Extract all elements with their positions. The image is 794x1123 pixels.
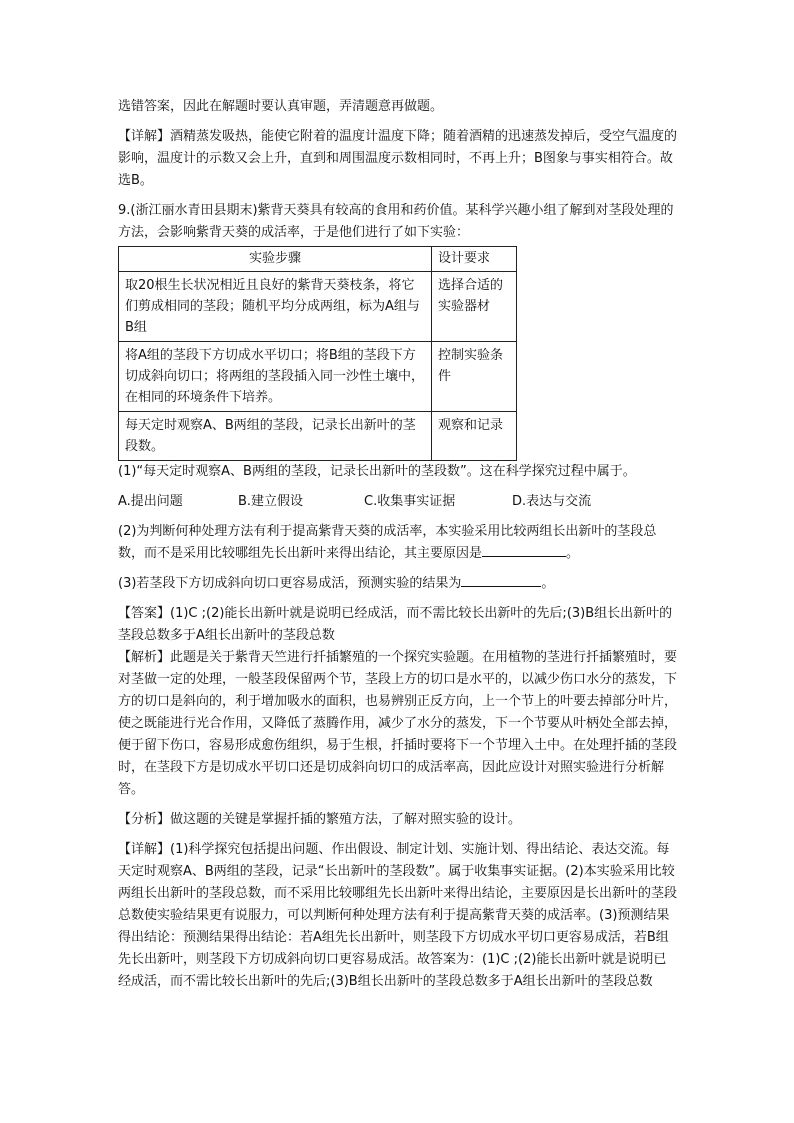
- question-stem: 9.(浙江丽水青田县期末)紫背天葵具有较高的食用和药价值。某科学兴趣小组了解到对茎段处理的方法，会影响紫背天葵的成活率，于是他们进行了如下实验：: [118, 203, 674, 240]
- sub-question-3-text: (3)若茎段下方切成斜向切口更容易成活，预测实验的结果为: [118, 576, 462, 591]
- fenxi-block: [118, 809, 678, 831]
- answer-block: [118, 603, 678, 647]
- fenxi-text: 做这题的关键是掌握扦插的繁殖方法，了解对照实验的设计。: [170, 812, 522, 827]
- option-a: A.提出问题: [118, 494, 183, 509]
- table-header: 实验步骤: [119, 247, 432, 272]
- sub-question-3: [118, 573, 678, 595]
- answer-blank: [482, 544, 566, 557]
- option-c: C.收集事实证据: [364, 494, 456, 509]
- sub-question-2: [118, 521, 678, 565]
- options-row: [118, 491, 678, 513]
- table-row: [119, 412, 517, 461]
- detail-tag: 【详解】: [118, 129, 171, 144]
- prev-detail: [118, 126, 678, 192]
- document-page: [118, 96, 678, 993]
- detail-block: [118, 839, 678, 993]
- sub-question-1-text: (1)“每天定时观察A、B两组的茎段，记录长出新叶的茎段数”。这在科学探究过程中属于: [118, 464, 623, 479]
- experiment-table: [118, 246, 517, 461]
- sub-question-3-end: 。: [541, 576, 555, 591]
- table-cell: 选择合适的实验器材: [432, 272, 517, 342]
- table-row: [119, 272, 517, 342]
- table-header: 设计要求: [432, 247, 517, 272]
- table-header-row: [119, 247, 517, 272]
- detail-text: 酒精蒸发吸热，能使它附着的温度计温度下降；随着酒精的迅速蒸发掉后，受空气温度的影响，温度计的示数又会上升，直到和周围温度示数相同时，不再上升；B图象与事实相符合。故选B。: [118, 129, 678, 188]
- analysis-text: 此题是关于紫背天竺进行扦插繁殖的一个探究实验题。在用植物的茎进行扦插繁殖时，要对茎做一定的处理，一般茎段保留两个节，茎段上方的切口是水平的，以减少伤口水分的蒸发，下方的切口是斜向的，利于增加吸水的面积，也易辨别正反方向，上一个节上的叶要去掉部分叶片，使之既能进行光合作用，又降低了蒸腾作用，减少了水分的蒸发，下一个节要从叶柄处全部去掉，便于留下伤口，容易形成愈伤组织，易于生根，扦插时要将下一个节埋入土中。在处理扦插的茎段时，在茎段下方是切成水平切口还是切成斜向切口的成活率高，因此应设计对照实验进行分析解答。: [118, 650, 678, 797]
- table-cell: 将A组的茎段下方切成水平切口；将B组的茎段下方切成斜向切口；将两组的茎段插入同一沙性土壤中，在相同的环境条件下培养。: [119, 342, 432, 412]
- table-cell: 控制实验条件: [432, 342, 517, 412]
- sub-question-1: [118, 461, 678, 483]
- option-d: D.表达与交流: [512, 494, 592, 509]
- table-cell: 取20根生长状况相近且良好的紫背天葵枝条，将它们剪成相同的茎段；随机平均分成两组，标为A组与B组: [119, 272, 432, 342]
- answer-text: (1)C ;(2)能长出新叶就是说明已经成活，而不需比较长出新叶的先后;(3)B组长出新叶的茎段总数多于A组长出新叶的茎段总数: [118, 606, 673, 643]
- answer-tag: 【答案】: [118, 606, 171, 621]
- sub-question-2-text: (2)为判断何种处理方法有利于提高紫背天葵的成活率，本实验采用比较两组长出新叶的茎段总数，而不是采用比较哪组先长出新叶来得出结论，其主要原因是: [118, 524, 657, 561]
- analysis-tag: 【解析】: [118, 650, 171, 665]
- answer-blank: [461, 574, 541, 587]
- prev-line: 选错答案，因此在解题时要认真审题，弄清题意再做题。: [118, 99, 444, 114]
- option-b: B.建立假设: [238, 494, 304, 509]
- sub-question-2-end: 。: [566, 546, 580, 561]
- detail-text: (1)科学探究包括提出问题、作出假设、制定计划、实施计划、得出结论、表达交流。每天定时观察A、B两组的茎段，记录“长出新叶的茎段数”。属于收集事实证据。(2)本实验采用比较两组长出新叶的茎段总数，而不采用比较哪组先长出新叶来得出结论，主要原因是长出新叶的茎段总数使实验结果更有说服力，可以判断何种处理方法有利于提高紫背天葵的成活率。(3)预测结果得出结论：预测结果得出结论：若A组先长出新叶，则茎段下方切成水平切口更容易成活，若B组先长出新叶，则茎段下方切成斜向切口更容易成活。故答案为：(1)C ;(2)能长出新叶就是说明已经成活，而不需比较长出新叶的先后;(3)B组长出新叶的茎段总数多于A组长出新叶的茎段总数: [118, 842, 678, 989]
- analysis-block: [118, 647, 678, 801]
- detail-tag: 【详解】: [118, 842, 171, 857]
- table-row: [119, 342, 517, 412]
- sub-question-1-end: 。: [622, 464, 636, 479]
- fenxi-tag: 【分析】: [118, 812, 171, 827]
- table-cell: 观察和记录: [432, 412, 517, 461]
- table-cell: 每天定时观察A、B两组的茎段，记录长出新叶的茎段数。: [119, 412, 432, 461]
